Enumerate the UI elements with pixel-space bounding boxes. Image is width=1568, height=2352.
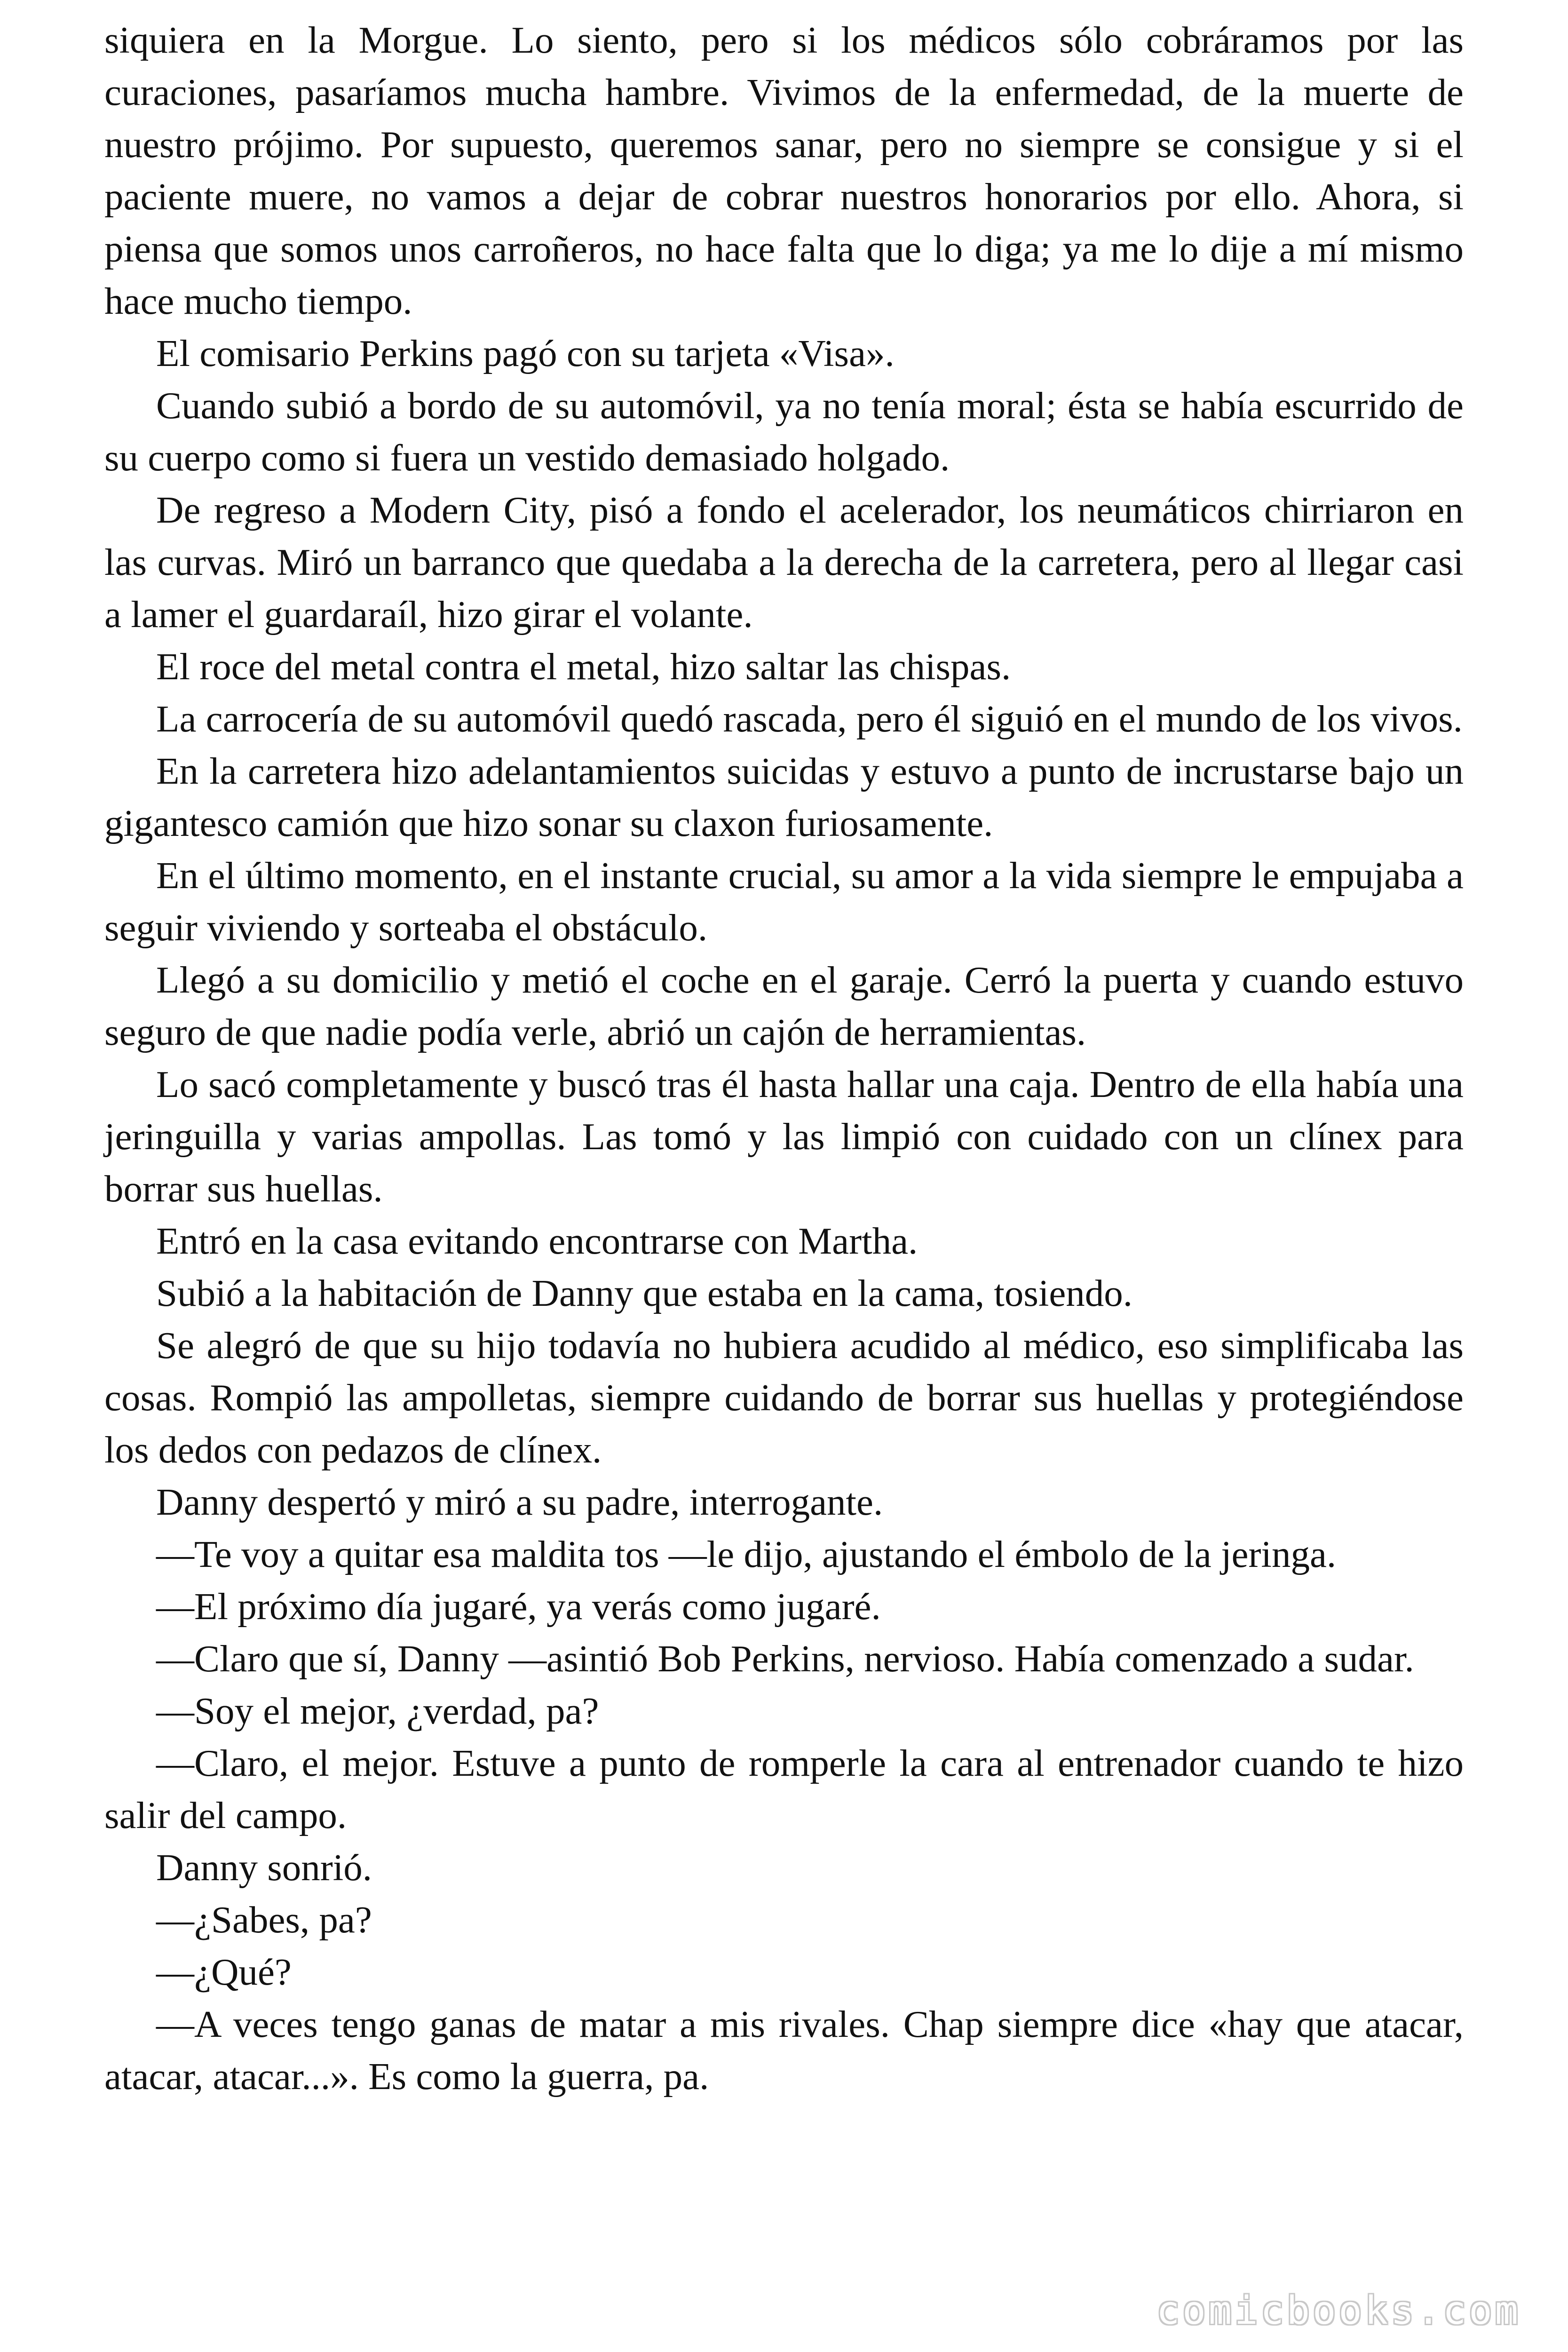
paragraph-continued: siquiera en la Morgue. Lo siento, pero si los médicos sólo cobráramos por las curaciones, pasaríamos mucha hambre. Vivimos de la enfermedad, de la muerte de nuestro prójimo. Por supuesto, queremos sanar, pero no siempre se consigue y si el paciente muere, no vamos a dejar de cobrar nuestros honorarios por ello. Ahora, si piensa que somos unos carroñeros, no hace falta que lo diga; ya me lo dije a mí mismo hace mucho tiempo.	[104, 19, 1464, 322]
paragraph: El comisario Perkins pagó con su tarjeta «Visa».	[156, 332, 895, 374]
dialogue-line: —Claro que sí, Danny —asintió Bob Perkins, nervioso. Había comenzado a sudar.	[156, 1637, 1414, 1680]
dialogue-line: —Soy el mejor, ¿verdad, pa?	[156, 1690, 599, 1732]
dialogue-line: —A veces tengo ganas de matar a mis rivales. Chap siempre dice «hay que atacar, atacar, atacar...». Es como la guerra, pa.	[104, 2003, 1464, 2098]
dialogue-line: —¿Qué?	[156, 1951, 292, 1993]
dialogue-line: —Claro, el mejor. Estuve a punto de romperle la cara al entrenador cuando te hizo salir del campo.	[104, 1742, 1464, 1836]
watermark: comicbooks.com	[1156, 2288, 1521, 2333]
paragraph: En la carretera hizo adelantamientos suicidas y estuvo a punto de incrustarse bajo un gigantesco camión que hizo sonar su claxon furiosamente.	[104, 750, 1464, 844]
paragraph: Danny despertó y miró a su padre, interrogante.	[156, 1481, 883, 1523]
paragraph: Subió a la habitación de Danny que estaba en la cama, tosiendo.	[156, 1272, 1133, 1314]
paragraph: Entró en la casa evitando encontrarse con Martha.	[156, 1220, 918, 1262]
paragraph: La carrocería de su automóvil quedó rascada, pero él siguió en el mundo de los vivos.	[156, 698, 1463, 740]
paragraph: De regreso a Modern City, pisó a fondo el acelerador, los neumáticos chirriaron en las curvas. Miró un barranco que quedaba a la derecha de la carretera, pero al llegar casi a lamer el guardaraíl, hizo girar el volante.	[104, 489, 1464, 636]
paragraph: El roce del metal contra el metal, hizo saltar las chispas.	[156, 645, 1011, 688]
paragraph: Danny sonrió.	[156, 1846, 372, 1889]
dialogue-line: —Te voy a quitar esa maldita tos —le dijo, ajustando el émbolo de la jeringa.	[156, 1533, 1337, 1575]
paragraph: Cuando subió a bordo de su automóvil, ya no tenía moral; ésta se había escurrido de su cuerpo como si fuera un vestido demasiado holgado.	[104, 384, 1464, 479]
paragraph: Llegó a su domicilio y metió el coche en el garaje. Cerró la puerta y cuando estuvo seguro de que nadie podía verle, abrió un cajón de herramientas.	[104, 959, 1464, 1053]
paragraph: En el último momento, en el instante crucial, su amor a la vida siempre le empujaba a seguir viviendo y sorteaba el obstáculo.	[104, 854, 1464, 949]
paragraph: Lo sacó completamente y buscó tras él hasta hallar una caja. Dentro de ella había una jeringuilla y varias ampollas. Las tomó y las limpió con cuidado con un clínex para borrar sus huellas.	[104, 1063, 1464, 1210]
paragraph: Se alegró de que su hijo todavía no hubiera acudido al médico, eso simplificaba las cosas. Rompió las ampolletas, siempre cuidando de borrar sus huellas y protegiéndose los dedos con pedazos de clínex.	[104, 1324, 1464, 1471]
dialogue-line: —El próximo día jugaré, ya verás como jugaré.	[156, 1585, 881, 1628]
dialogue-line: —¿Sabes, pa?	[156, 1899, 372, 1941]
page-text	[104, 14, 1464, 2103]
